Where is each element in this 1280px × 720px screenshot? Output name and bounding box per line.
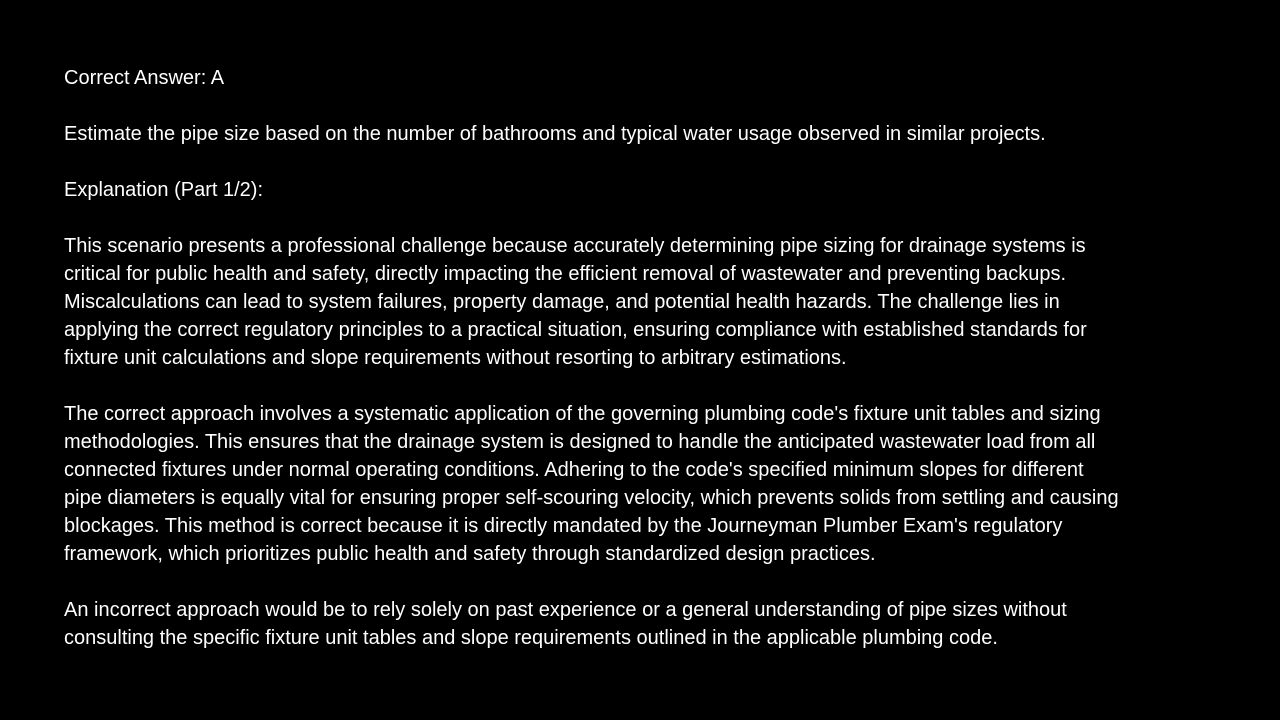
explanation-paragraph-1: [64, 232, 1216, 372]
explanation-paragraph-3: [64, 596, 1216, 652]
paragraph-line: connected fixtures under normal operating conditions. Adhering to the code's specified minimum slopes for different: [64, 459, 1084, 481]
paragraph-line: blockages. This method is correct because it is directly mandated by the Journeyman Plumber Exam's regulatory: [64, 515, 1063, 537]
paragraph-line: methodologies. This ensures that the drainage system is designed to handle the anticipated wastewater load from all: [64, 431, 1096, 453]
paragraph-line: fixture unit calculations and slope requirements without resorting to arbitrary estimations.: [64, 347, 847, 369]
paragraph-line: critical for public health and safety, directly impacting the efficient removal of wastewater and preventing backups.: [64, 263, 1067, 285]
paragraph-line: framework, which prioritizes public health and safety through standardized design practices.: [64, 543, 876, 565]
paragraph-line: consulting the specific fixture unit tables and slope requirements outlined in the applicable plumbing code.: [64, 627, 998, 649]
paragraph-line: pipe diameters is equally vital for ensuring proper self-scouring velocity, which prevents solids from settling and causing: [64, 487, 1119, 509]
paragraph-line: An incorrect approach would be to rely solely on past experience or a general understanding of pipe sizes without: [64, 599, 1067, 621]
explanation-paragraph-2: [64, 400, 1216, 568]
explanation-heading: [64, 176, 1216, 204]
paragraph-line: applying the correct regulatory principles to a practical situation, ensuring compliance with established standards for: [64, 319, 1087, 341]
paragraph-line: The correct approach involves a systematic application of the governing plumbing code's fixture unit tables and sizing: [64, 403, 1101, 425]
paragraph-line: Miscalculations can lead to system failures, property damage, and potential health hazards. The challenge lies in: [64, 291, 1060, 313]
correct-answer-label: [64, 64, 1216, 92]
answer-statement: [64, 120, 1216, 148]
paragraph-line: This scenario presents a professional challenge because accurately determining pipe sizing for drainage systems is: [64, 235, 1086, 257]
explanation-heading-text: Explanation (Part 1/2):: [64, 179, 263, 201]
answer-statement-text: Estimate the pipe size based on the number of bathrooms and typical water usage observed in similar projects.: [64, 123, 1046, 145]
correct-answer-text: Correct Answer: A: [64, 67, 225, 89]
